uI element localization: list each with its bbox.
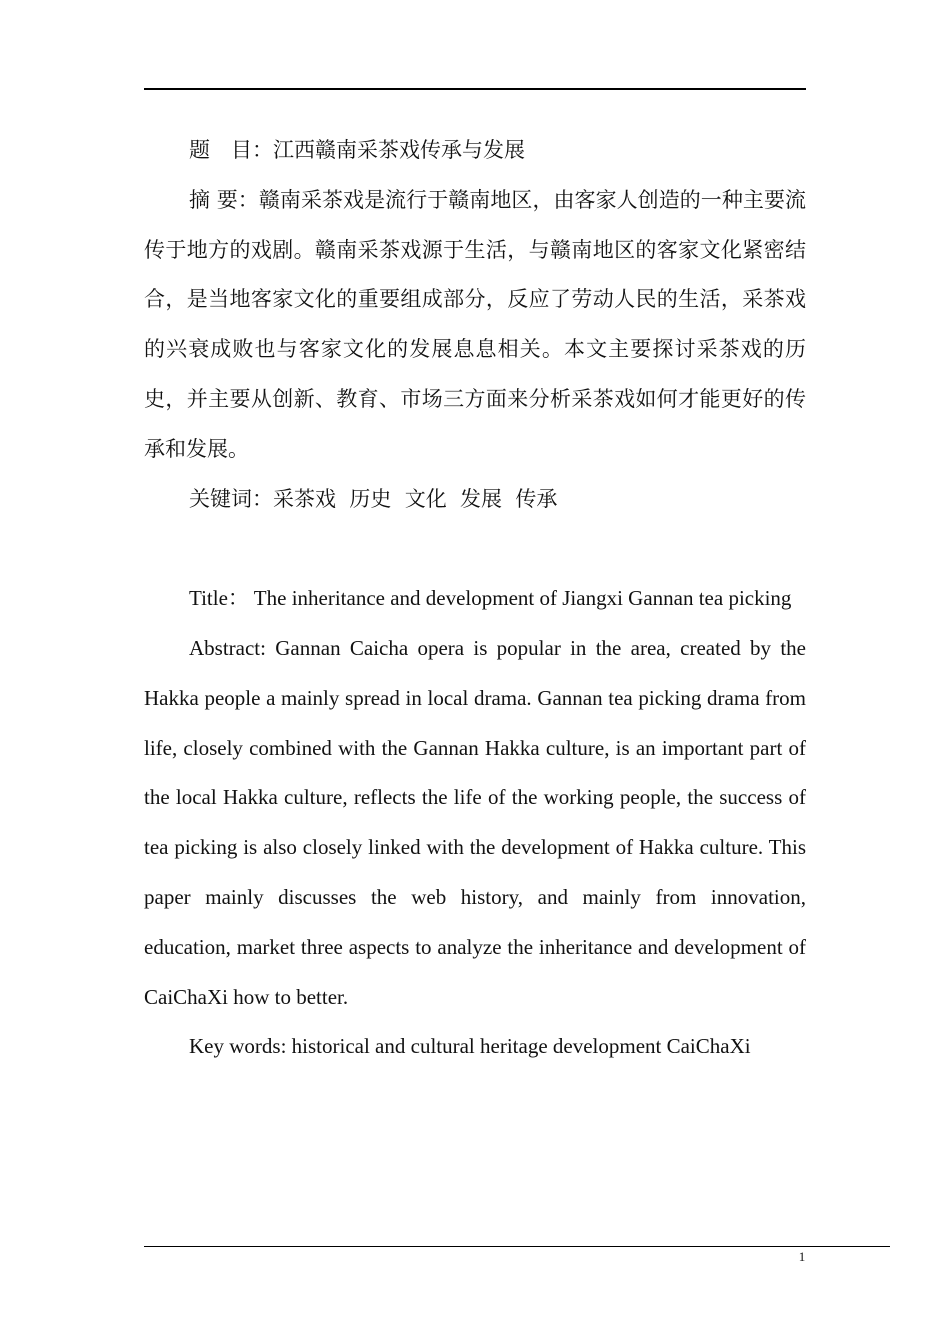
cn-title-text: 江西赣南采茶戏传承与发展 bbox=[273, 138, 525, 162]
footer-rule bbox=[144, 1246, 890, 1247]
en-title bbox=[144, 574, 806, 624]
header-rule bbox=[144, 88, 806, 90]
page-number: 1 bbox=[798, 1249, 806, 1264]
cn-title bbox=[144, 126, 806, 176]
cn-abstract-text: 赣南采茶戏是流行于赣南地区，由客家人创造的一种主要流传于地方的戏剧。赣南采茶戏源于生活，与赣南地区的客家文化紧密结合，是当地客家文化的重要组成部分，反应了劳动人民的生活，采茶戏的兴衰成败也与客家文化的发展息息相关。本文主要探讨采茶戏的历史，并主要从创新、教育、市场三方面来分析采茶戏如何才能更好的传承和发展。 bbox=[144, 187, 806, 461]
en-keywords-text: historical and cultural heritage development CaiChaXi bbox=[286, 1034, 751, 1059]
en-abstract bbox=[144, 624, 806, 1022]
cn-keywords-label: 关键词： bbox=[189, 486, 273, 511]
cn-title-label: 题 目： bbox=[189, 138, 273, 162]
cn-keywords bbox=[144, 475, 806, 525]
en-abstract-label: Abstract: bbox=[189, 635, 266, 660]
cn-abstract-label: 摘 要： bbox=[189, 187, 259, 212]
en-title-text: The inheritance and development of Jiangxi Gannan tea picking bbox=[248, 586, 792, 611]
en-title-label: Title： bbox=[189, 586, 249, 611]
en-keywords-label: Key words: bbox=[189, 1034, 287, 1059]
en-abstract-text: Gannan Caicha opera is popular in the area, created by the Hakka people a mainly spread in local drama. Gannan tea picking drama from life, closely combined with the Gannan Hakka culture, is an important part of the local Hakka culture, reflects the life of the working people, the success of tea picking is also closely linked with the development of Hakka culture. This paper mainly discusses the web history, and mainly from innovation, education, market three aspects to analyze the inheritance and development of CaiChaXi how to better. bbox=[144, 635, 806, 1009]
en-keywords bbox=[144, 1022, 806, 1072]
section-spacer bbox=[144, 524, 806, 574]
document-body bbox=[144, 126, 806, 1072]
cn-keywords-text: 采茶戏 历史 文化 发展 传承 bbox=[273, 486, 558, 511]
cn-abstract bbox=[144, 176, 806, 475]
